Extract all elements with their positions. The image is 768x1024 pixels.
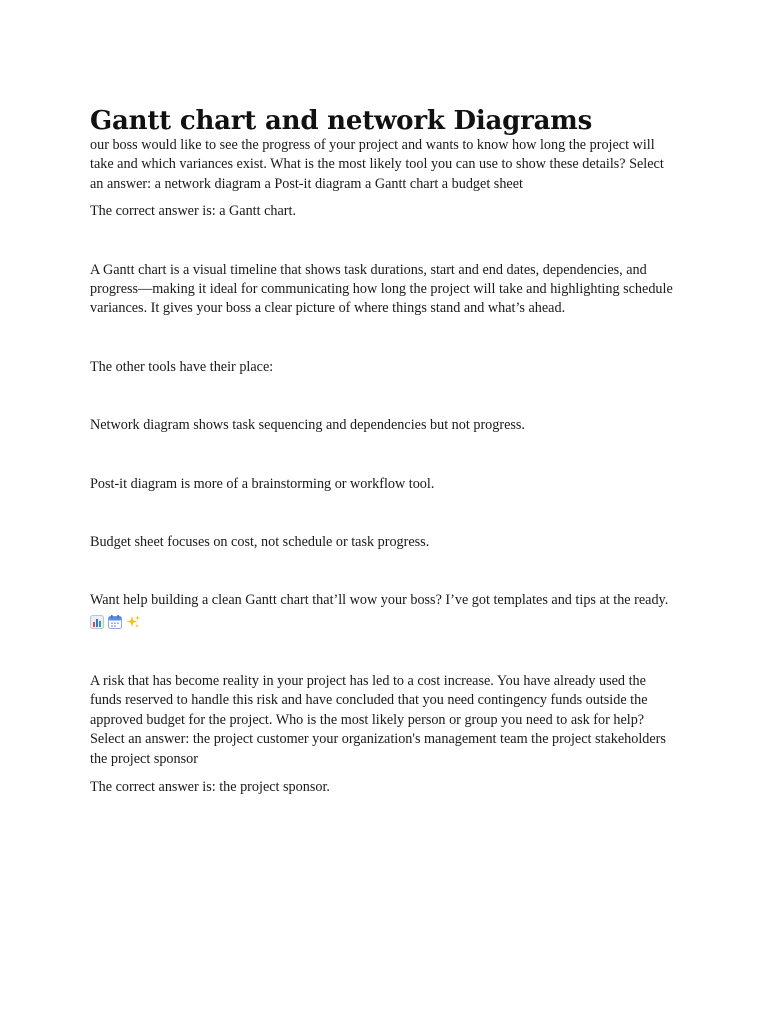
bar-chart-icon [90, 615, 104, 629]
answer-1: The correct answer is: a Gantt chart. [90, 203, 297, 220]
tool-postit-diagram: Post-it diagram is more of a brainstorming or workflow tool. [90, 475, 435, 492]
sparkles-icon [126, 615, 140, 629]
offer-paragraph: Want help building a clean Gantt chart that’ll wow your boss? I’ve got templates and tips at the ready. [90, 592, 669, 609]
tool-network-diagram: Network diagram shows task sequencing and dependencies but not progress. [90, 417, 525, 434]
question-1: our boss would like to see the progress of your project and wants to know how long the project will take and which variances exist. What is the most likely tool you can use to show these details? Select an answer: a network diagram a Post-it diagram a Gantt chart a budget sheet [90, 137, 664, 192]
answer-2: The correct answer is: the project sponsor. [90, 778, 330, 795]
question-2: A risk that has become reality in your project has led to a cost increase. You have already used the funds reserved to handle this risk and have concluded that you need contingency funds outside the approved budget for the project. Who is the most likely person or group you need to ask for help? Select an answer: the project customer your organization's management team the project stakeholders the project sponsor [90, 672, 666, 767]
other-tools-intro: The other tools have their place: [90, 358, 274, 375]
tool-budget-sheet: Budget sheet focuses on cost, not schedule or task progress. [90, 534, 430, 551]
document [90, 100, 680, 797]
emoji-row [90, 612, 680, 632]
explanation-paragraph: A Gantt chart is a visual timeline that shows task durations, start and end dates, dependencies, and progress—making it ideal for communicating how long the project will take and highlighting schedule variances. It gives your boss a clear picture of where things stand and what’s ahead. [90, 261, 673, 317]
calendar-icon [108, 615, 122, 629]
page-title: Gantt chart and network Diagrams [90, 106, 593, 136]
